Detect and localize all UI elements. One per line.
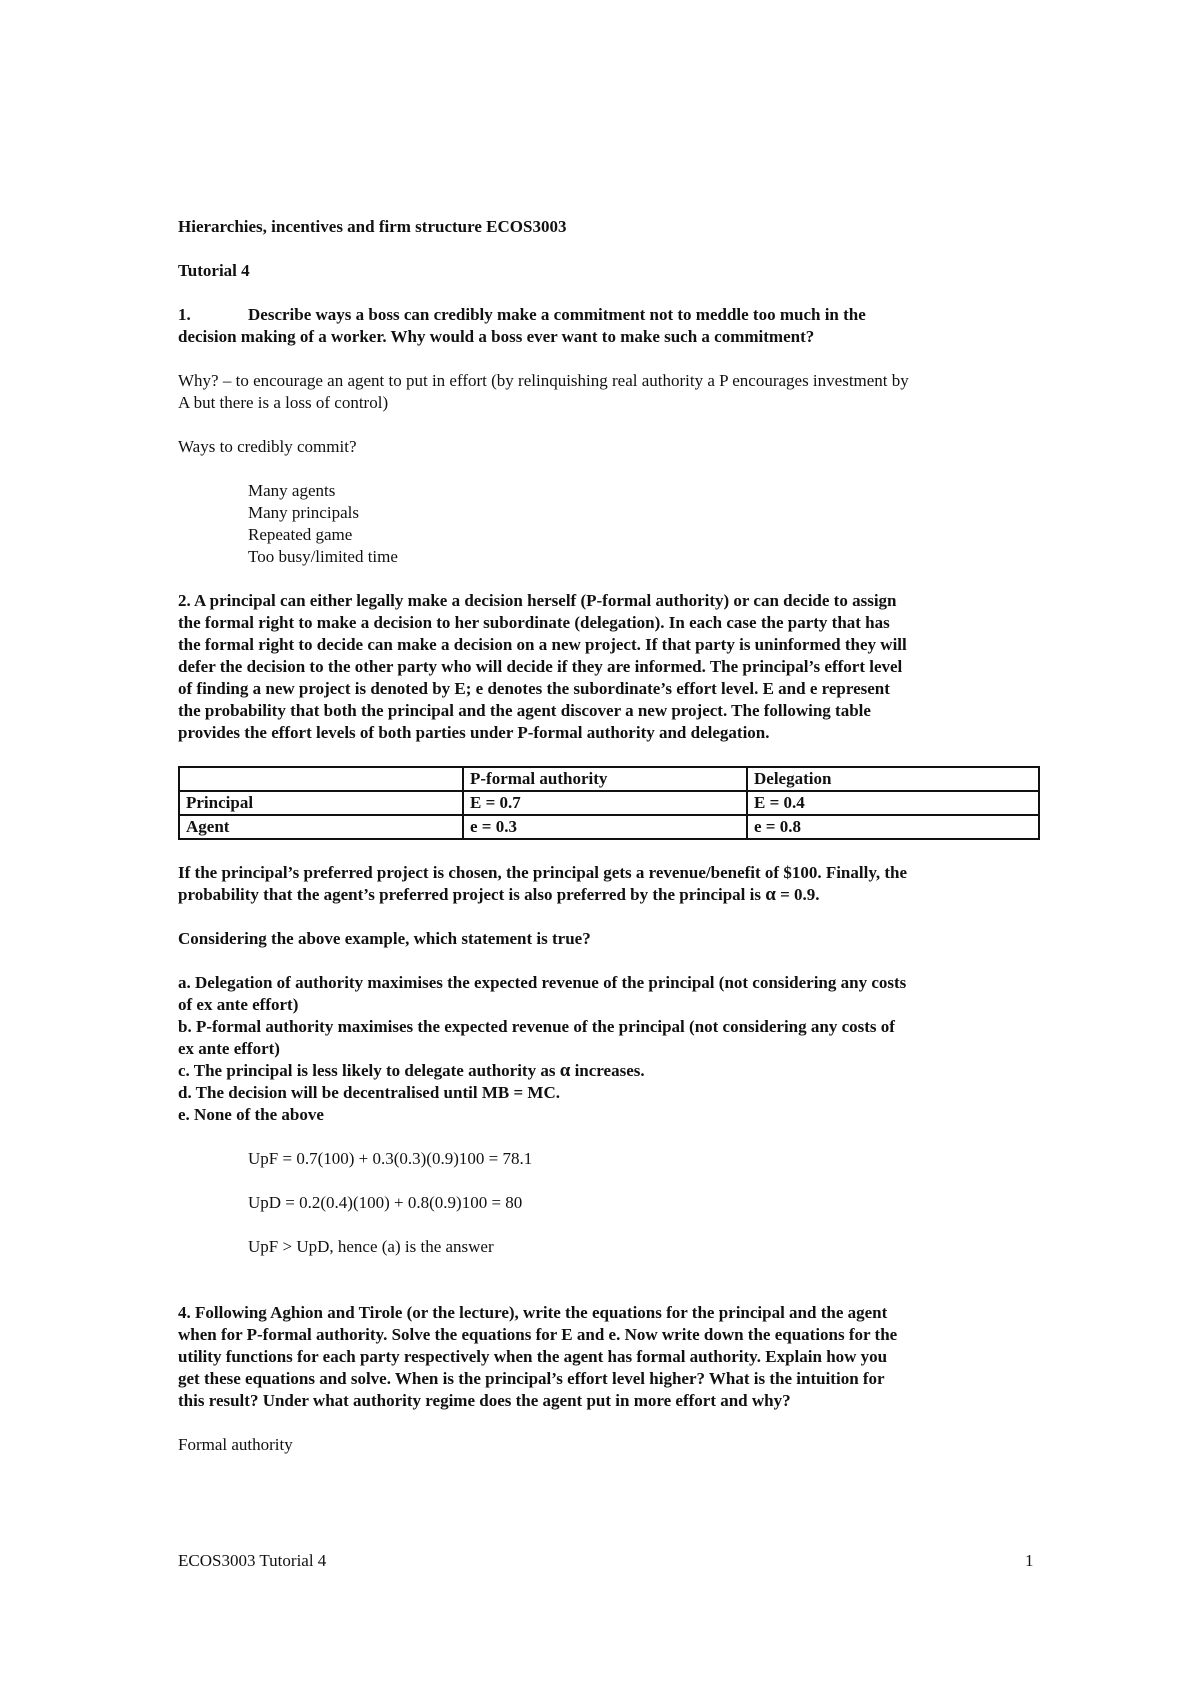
upf-equation: UpF = 0.7(100) + 0.3(0.3)(0.9)100 = 78.1	[248, 1149, 533, 1168]
alpha-symbol: α	[765, 884, 776, 905]
question-4-line: 4. Following Aghion and Tirole (or the lecture), write the equations for the principal and the agent	[178, 1303, 888, 1322]
option-a-line-2: of ex ante effort)	[178, 995, 299, 1014]
question-1-line-1: Describe ways a boss can credibly make a commitment not to meddle too much in the	[248, 305, 866, 324]
effort-table	[178, 766, 1040, 840]
upd-equation: UpD = 0.2(0.4)(100) + 0.8(0.9)100 = 80	[248, 1193, 523, 1212]
question-2-line: the formal right to decide can make a decision on a new project. If that party is uninformed they will	[178, 635, 907, 654]
answer-conclusion: UpF > UpD, hence (a) is the answer	[248, 1237, 494, 1256]
ways-item: Repeated game	[248, 525, 353, 544]
page-number: 1	[1025, 1551, 1034, 1570]
revenue-line-2-text: probability that the agent’s preferred project is also preferred by the principal is	[178, 885, 766, 904]
question-2-line: provides the effort levels of both parties under P-formal authority and delegation.	[178, 723, 770, 742]
option-b-line-1: b. P-formal authority maximises the expected revenue of the principal (not considering any costs of	[178, 1017, 895, 1036]
option-d: d. The decision will be decentralised until MB = MC.	[178, 1083, 560, 1102]
table-cell: Agent	[179, 815, 463, 839]
alpha-symbol: α	[559, 1060, 571, 1081]
ways-heading: Ways to credibly commit?	[178, 437, 357, 456]
table-header-cell: Delegation	[747, 767, 1039, 791]
revenue-line-2-value: = 0.9.	[775, 885, 820, 904]
why-answer-line-1: Why? – to encourage an agent to put in effort (by relinquishing real authority a P encourages investment by	[178, 371, 909, 390]
revenue-line-1: If the principal’s preferred project is chosen, the principal gets a revenue/benefit of $100. Finally, the	[178, 863, 908, 882]
tutorial-number: Tutorial 4	[178, 261, 250, 280]
table-cell: e = 0.8	[747, 815, 1039, 839]
revenue-line-2	[178, 884, 1040, 906]
document-title: Hierarchies, incentives and firm structure ECOS3003	[178, 217, 567, 236]
question-1-number: 1.	[178, 305, 191, 324]
question-1	[178, 304, 1040, 326]
question-2-line: the formal right to make a decision to her subordinate (delegation). In each case the party that has	[178, 613, 890, 632]
table-header-row	[179, 767, 1039, 791]
question-4-line: get these equations and solve. When is the principal’s effort level higher? What is the intuition for	[178, 1369, 885, 1388]
table-cell: Principal	[179, 791, 463, 815]
question-2-prompt: Considering the above example, which statement is true?	[178, 929, 591, 948]
document-body	[178, 216, 1040, 1456]
ways-item: Many agents	[248, 481, 336, 500]
question-4-line: this result? Under what authority regime does the agent put in more effort and why?	[178, 1391, 791, 1410]
option-a-line-1: a. Delegation of authority maximises the expected revenue of the principal (not considering any costs	[178, 973, 907, 992]
table-row	[179, 791, 1039, 815]
question-2-line: defer the decision to the other party who will decide if they are informed. The principal’s effort level	[178, 657, 903, 676]
formal-authority-heading: Formal authority	[178, 1435, 293, 1454]
ways-item: Too busy/limited time	[248, 547, 398, 566]
option-b-line-2: ex ante effort)	[178, 1039, 280, 1058]
table-header-cell	[179, 767, 463, 791]
table-cell: E = 0.7	[463, 791, 747, 815]
table-cell: E = 0.4	[747, 791, 1039, 815]
question-2-line: the probability that both the principal and the agent discover a new project. The following table	[178, 701, 871, 720]
option-c-text-end: increases.	[570, 1061, 645, 1080]
question-4-line: when for P-formal authority. Solve the equations for E and e. Now write down the equations for the	[178, 1325, 898, 1344]
question-2-line: 2. A principal can either legally make a decision herself (P-formal authority) or can decide to assign	[178, 591, 897, 610]
why-answer-line-2: A but there is a loss of control)	[178, 393, 389, 412]
question-2-line: of finding a new project is denoted by E; e denotes the subordinate’s effort level. E and e represent	[178, 679, 890, 698]
option-c	[178, 1060, 1040, 1082]
option-e: e. None of the above	[178, 1105, 324, 1124]
option-c-text: c. The principal is less likely to delegate authority as	[178, 1061, 560, 1080]
table-header-cell: P-formal authority	[463, 767, 747, 791]
table-cell: e = 0.3	[463, 815, 747, 839]
footer-label: ECOS3003 Tutorial 4	[178, 1551, 327, 1570]
table-row	[179, 815, 1039, 839]
question-1-line-2: decision making of a worker. Why would a boss ever want to make such a commitment?	[178, 327, 815, 346]
ways-item: Many principals	[248, 503, 359, 522]
question-4-line: utility functions for each party respectively when the agent has formal authority. Explain how you	[178, 1347, 888, 1366]
